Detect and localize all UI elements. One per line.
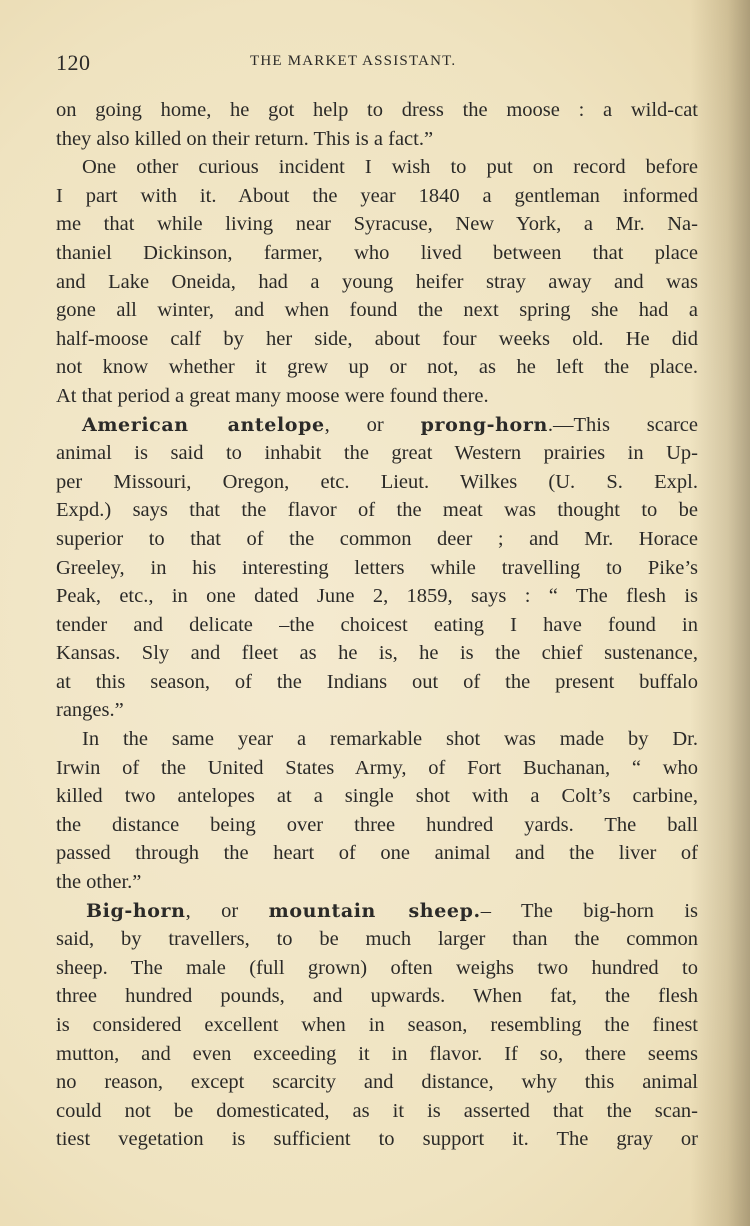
- page-number: 120: [56, 50, 91, 75]
- text-line: me that while living near Syracuse, New York, a Mr. Na-: [56, 213, 698, 236]
- text-line: no reason, except scarcity and distance, why this animal: [56, 1071, 698, 1094]
- body-text: [56, 96, 698, 1154]
- text-line: Kansas. Sly and fleet as he is, he is the chief sustenance,: [56, 642, 698, 665]
- section-heading-alt: mountain sheep.: [268, 899, 481, 922]
- heading-separator: , or: [324, 413, 421, 436]
- text-line: One other curious incident I wish to put on record before: [82, 156, 698, 179]
- text-line: half-moose calf by her side, about four weeks old. He did: [56, 327, 698, 350]
- text-line: three hundred pounds, and upwards. When fat, the flesh: [56, 985, 698, 1008]
- running-title: THE MARKET ASSISTANT.: [250, 53, 457, 69]
- text-line: killed two antelopes at a single shot with a Colt’s carbine,: [56, 785, 698, 808]
- text-line: I part with it. About the year 1840 a gentleman informed: [56, 184, 698, 207]
- text-line: In the same year a remarkable shot was made by Dr.: [82, 728, 698, 751]
- heading-separator: , or: [185, 899, 269, 922]
- section-heading: Big-horn: [86, 899, 186, 922]
- text-line: ranges.”: [56, 699, 124, 722]
- text-line: gone all winter, and when found the next spring she had a: [56, 299, 698, 322]
- text-line: and Lake Oneida, had a young heifer stray away and was: [56, 270, 698, 293]
- text-line: is considered excellent when in season, resembling the finest: [56, 1014, 698, 1036]
- text-line: on going home, he got help to dress the moose : a wild-cat: [56, 99, 698, 121]
- section-heading: American antelope: [82, 413, 325, 436]
- text-line: per Missouri, Oregon, etc. Lieut. Wilkes (U. S. Expl.: [56, 470, 698, 493]
- text-line: At that period a great many moose were found there.: [56, 384, 489, 407]
- text-line: at this season, of the Indians out of the present buffalo: [56, 670, 698, 693]
- section-heading-line: [56, 411, 698, 440]
- text-line: passed through the heart of one animal and the liver of: [56, 842, 698, 865]
- text-line: thaniel Dickinson, farmer, who lived between that place: [56, 241, 698, 264]
- heading-continuation: – The big-horn is: [480, 899, 699, 922]
- text-line: mutton, and even exceeding it in flavor. If so, there seems: [56, 1042, 698, 1065]
- text-line: not know whether it grew up or not, as he left the place.: [56, 356, 698, 379]
- text-line: Expd.) says that the flavor of the meat was thought to be: [56, 499, 698, 522]
- text-line: tender and delicate –the choicest eating I have found in: [56, 613, 698, 636]
- text-line: animal is said to inhabit the great Western prairies in Up-: [56, 442, 698, 465]
- text-line: they also killed on their return. This is a fact.”: [56, 127, 434, 150]
- text-line: Peak, etc., in one dated June 2, 1859, says : “ The flesh is: [56, 585, 698, 608]
- text-line: tiest vegetation is sufficient to support it. The gray or: [56, 1128, 698, 1151]
- heading-continuation: .—This scarce: [547, 413, 698, 436]
- text-line: said, by travellers, to be much larger than the common: [56, 928, 698, 951]
- text-line: sheep. The male (full grown) often weighs two hundred to: [56, 956, 698, 979]
- text-line: Irwin of the United States Army, of Fort Buchanan, “ who: [56, 756, 698, 779]
- section-heading-line: [56, 897, 698, 926]
- text-line: the distance being over three hundred yards. The ball: [56, 813, 698, 836]
- text-line: superior to that of the common deer ; and Mr. Horace: [56, 527, 698, 550]
- text-line: could not be domesticated, as it is asserted that the scan-: [56, 1099, 698, 1122]
- page-header: [56, 50, 696, 80]
- text-line: the other.”: [56, 871, 142, 894]
- section-heading-alt: prong-horn: [420, 413, 548, 436]
- text-line: Greeley, in his interesting letters while travelling to Pike’s: [56, 556, 698, 579]
